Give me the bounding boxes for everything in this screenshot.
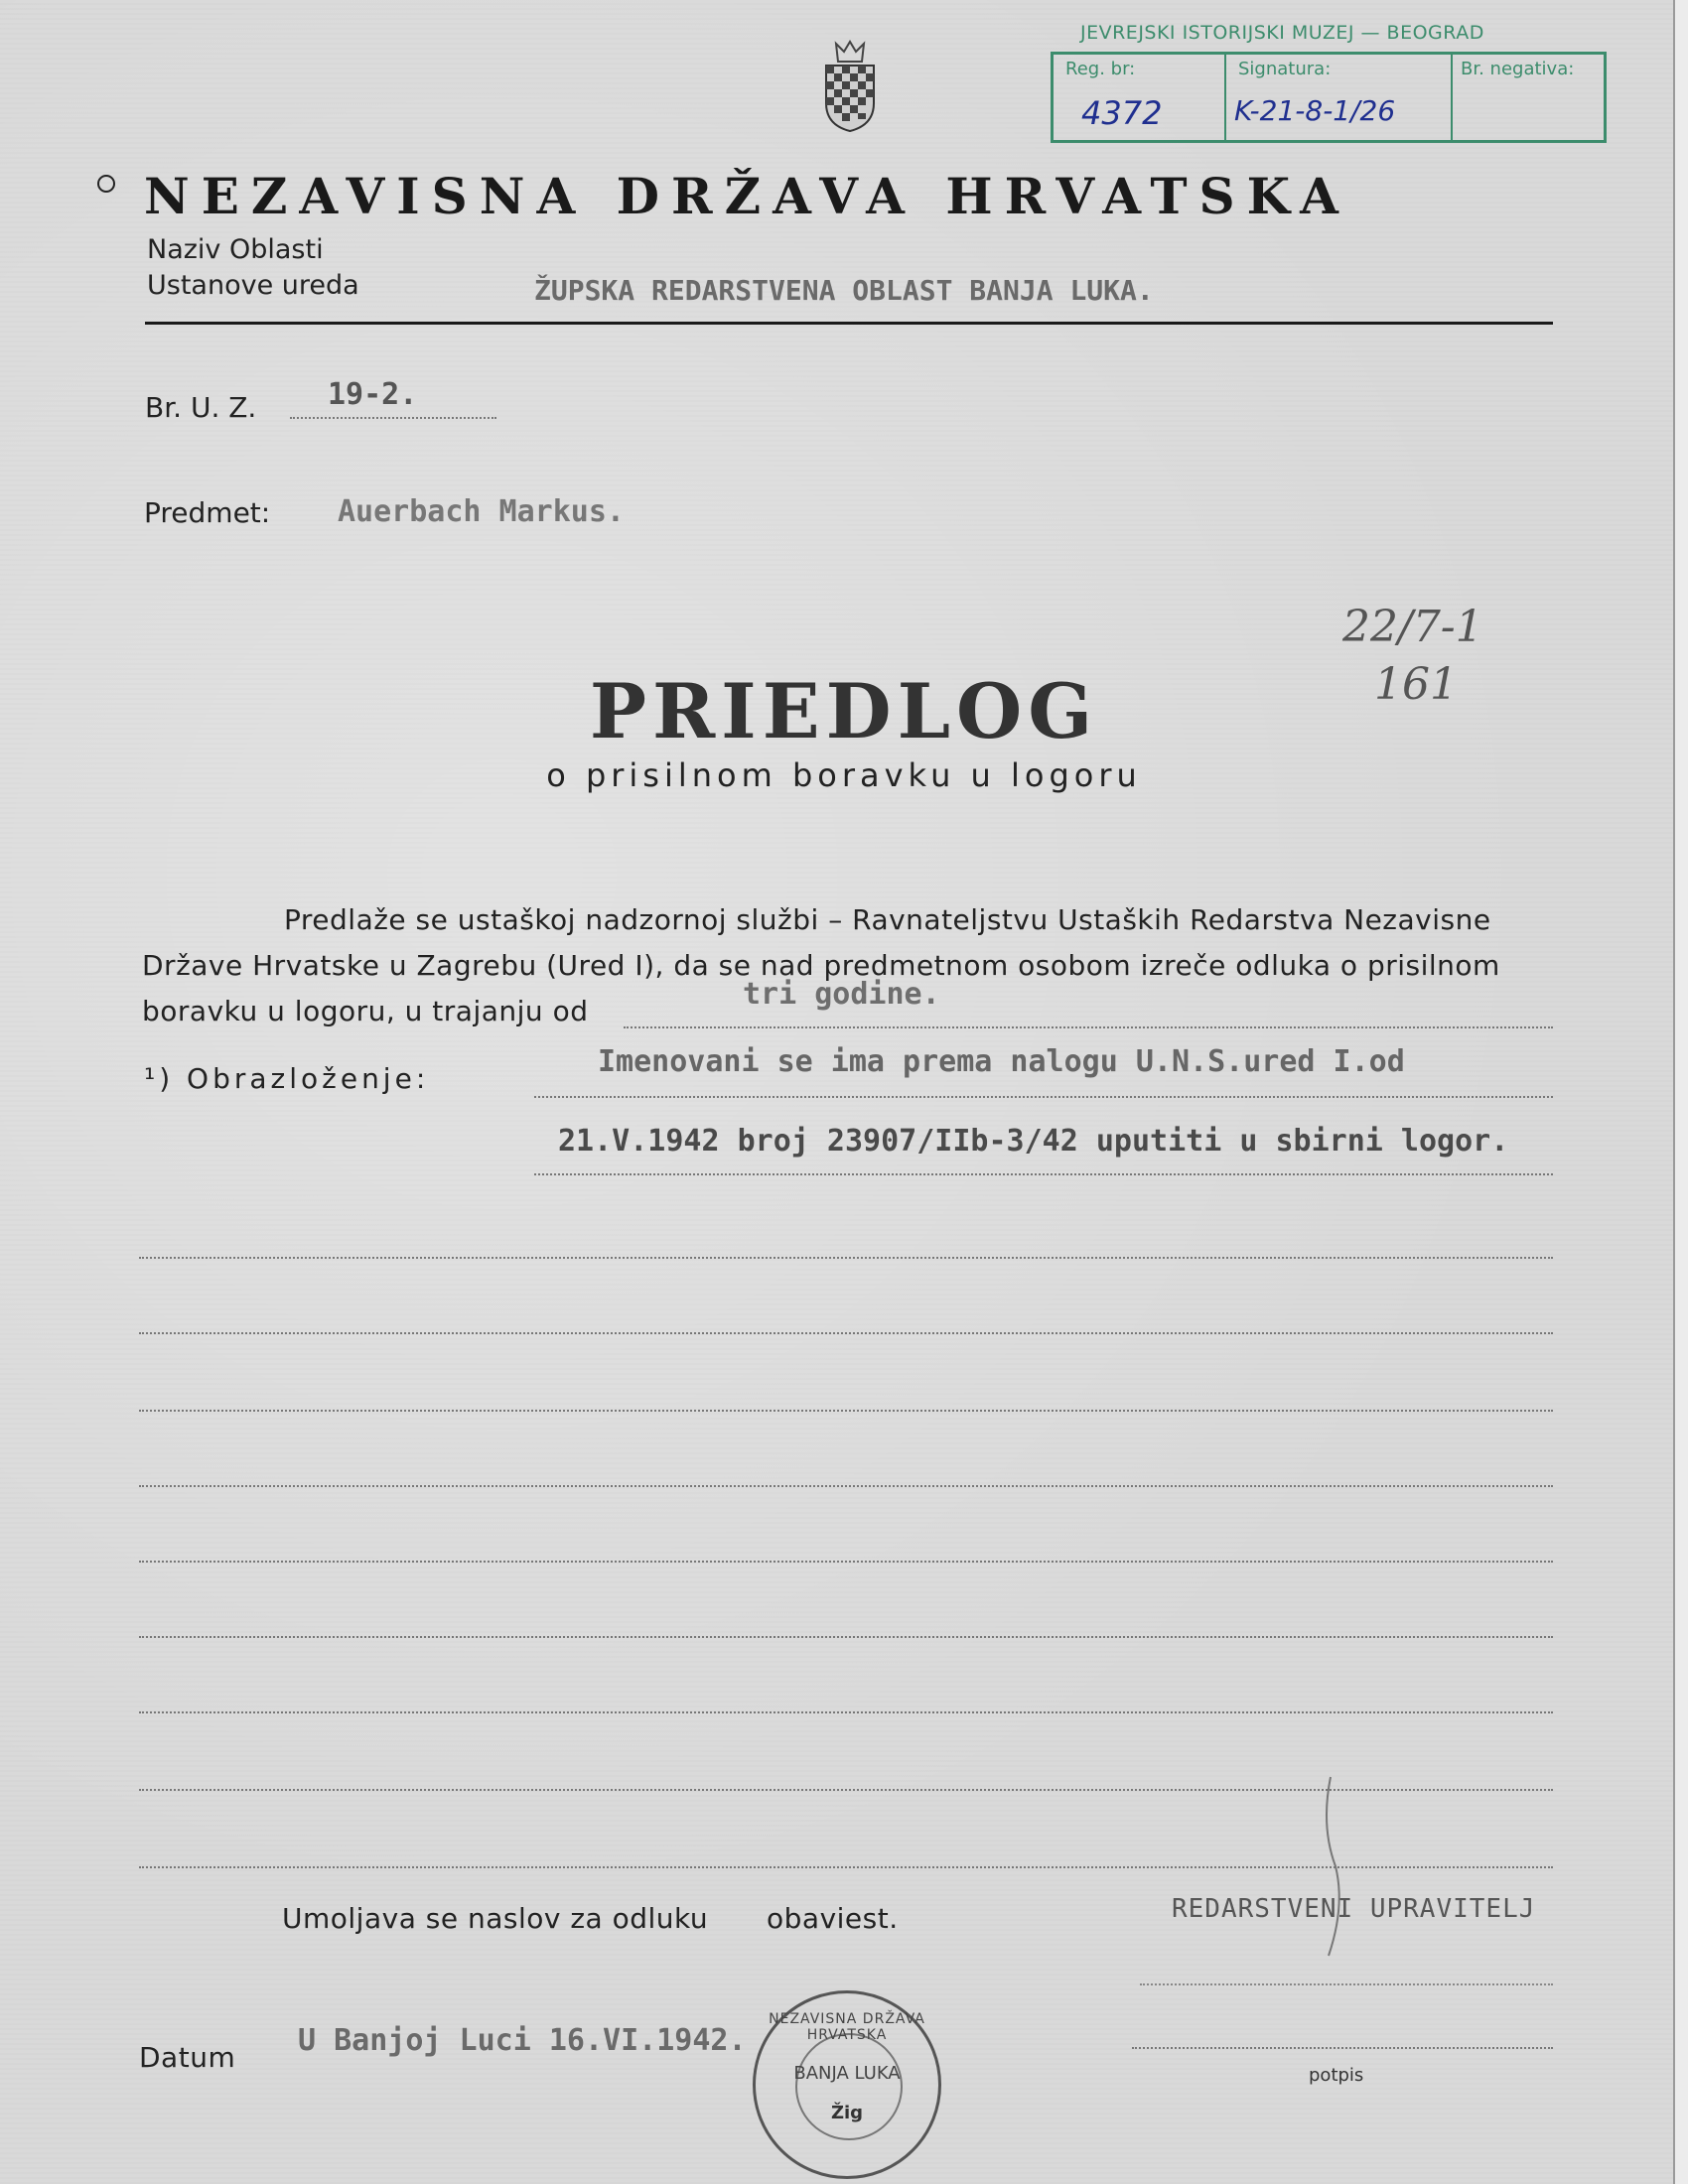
seal-city: BANJA LUKA xyxy=(793,2063,901,2084)
document-title: PRIEDLOG xyxy=(589,667,1099,755)
subject-label: Predmet: xyxy=(144,496,271,529)
state-name: NEZAVISNA DRŽAVA HRVATSKA xyxy=(144,167,1350,225)
stamp-box xyxy=(1051,52,1607,143)
signature-label: potpis xyxy=(1309,2065,1364,2086)
blank-line xyxy=(139,1410,1553,1412)
office-label-line2: Ustanove ureda xyxy=(147,270,359,301)
date-label: Datum xyxy=(139,2041,236,2074)
signatura-value: K-21-8-1/26 xyxy=(1234,94,1396,127)
negativa-cell xyxy=(1453,55,1604,140)
negativa-label: Br. negativa: xyxy=(1461,59,1575,79)
museum-archive-stamp xyxy=(1051,14,1607,143)
reference-label: Br. U. Z. xyxy=(145,391,257,424)
reference-line xyxy=(290,417,496,419)
body-line3: boravku u logoru, u trajanju od xyxy=(142,995,589,1027)
handwritten-note-line1: 22/7-1 xyxy=(1342,602,1483,652)
document-subtitle: o prisilnom boravku u logoru xyxy=(546,756,1142,794)
office-label-line1: Naziv Oblasti xyxy=(147,234,324,265)
justification-line1: Imenovani se ima prema nalogu U.N.S.ured I.od xyxy=(598,1044,1405,1079)
body-line1: Predlaže se ustaškoj nadzornoj službi – Ravnateljstvu Ustaških Redarstva Nezavisne xyxy=(284,903,1491,936)
justification-label: ¹) Obrazloženje: xyxy=(144,1062,430,1095)
reg-value: 4372 xyxy=(1081,94,1163,132)
page-edge xyxy=(1673,0,1688,2184)
official-line xyxy=(1140,1983,1553,1985)
request-text: Umoljava se naslov za odluku xyxy=(282,1902,709,1935)
seal-inner-ring xyxy=(795,2033,903,2140)
blank-line xyxy=(139,1332,1553,1334)
binder-hole xyxy=(97,175,115,193)
justification-rule1 xyxy=(534,1096,1553,1098)
blank-line xyxy=(139,1485,1553,1487)
museum-name: JEVREJSKI ISTORIJSKI MUZEJ — BEOGRAD xyxy=(1080,22,1484,44)
coat-of-arms-icon xyxy=(822,38,878,133)
handwritten-signature xyxy=(1291,1767,1370,1966)
blank-line xyxy=(139,1636,1553,1638)
duration-line xyxy=(624,1026,1553,1028)
blank-line xyxy=(139,1711,1553,1713)
duration-value: tri godine. xyxy=(743,977,940,1012)
official-seal xyxy=(753,1990,941,2179)
office-value: ŽUPSKA REDARSTVENA OBLAST BANJA LUKA. xyxy=(534,274,1154,307)
justification-line2: 21.V.1942 broj 23907/IIb-3/42 uputiti u sbirni logor. xyxy=(558,1124,1509,1159)
signature-line xyxy=(1132,2047,1553,2049)
subject-value: Auerbach Markus. xyxy=(338,494,625,529)
signatura-cell xyxy=(1226,55,1453,140)
signatura-label: Signatura: xyxy=(1238,59,1332,79)
reference-value: 19-2. xyxy=(328,377,418,412)
handwritten-note-line2: 161 xyxy=(1374,659,1458,710)
blank-line xyxy=(139,1561,1553,1563)
justification-rule2 xyxy=(534,1173,1553,1175)
seal-ring-text: NEZAVISNA DRŽAVA HRVATSKA xyxy=(769,2011,925,2043)
reg-label: Reg. br: xyxy=(1065,59,1136,79)
official-title: REDARSTVENI UPRAVITELJ xyxy=(1172,1894,1536,1924)
header-rule xyxy=(145,322,1553,325)
seal-center: Žig xyxy=(830,2103,864,2123)
reg-cell xyxy=(1054,55,1226,140)
body-line2: Države Hrvatske u Zagrebu (Ured I), da se nad predmetnom osobom izreče odluka o prisilnom xyxy=(142,949,1500,982)
request-word: obaviest. xyxy=(767,1902,899,1935)
blank-line xyxy=(139,1257,1553,1259)
date-value: U Banjoj Luci 16.VI.1942. xyxy=(298,2023,747,2058)
